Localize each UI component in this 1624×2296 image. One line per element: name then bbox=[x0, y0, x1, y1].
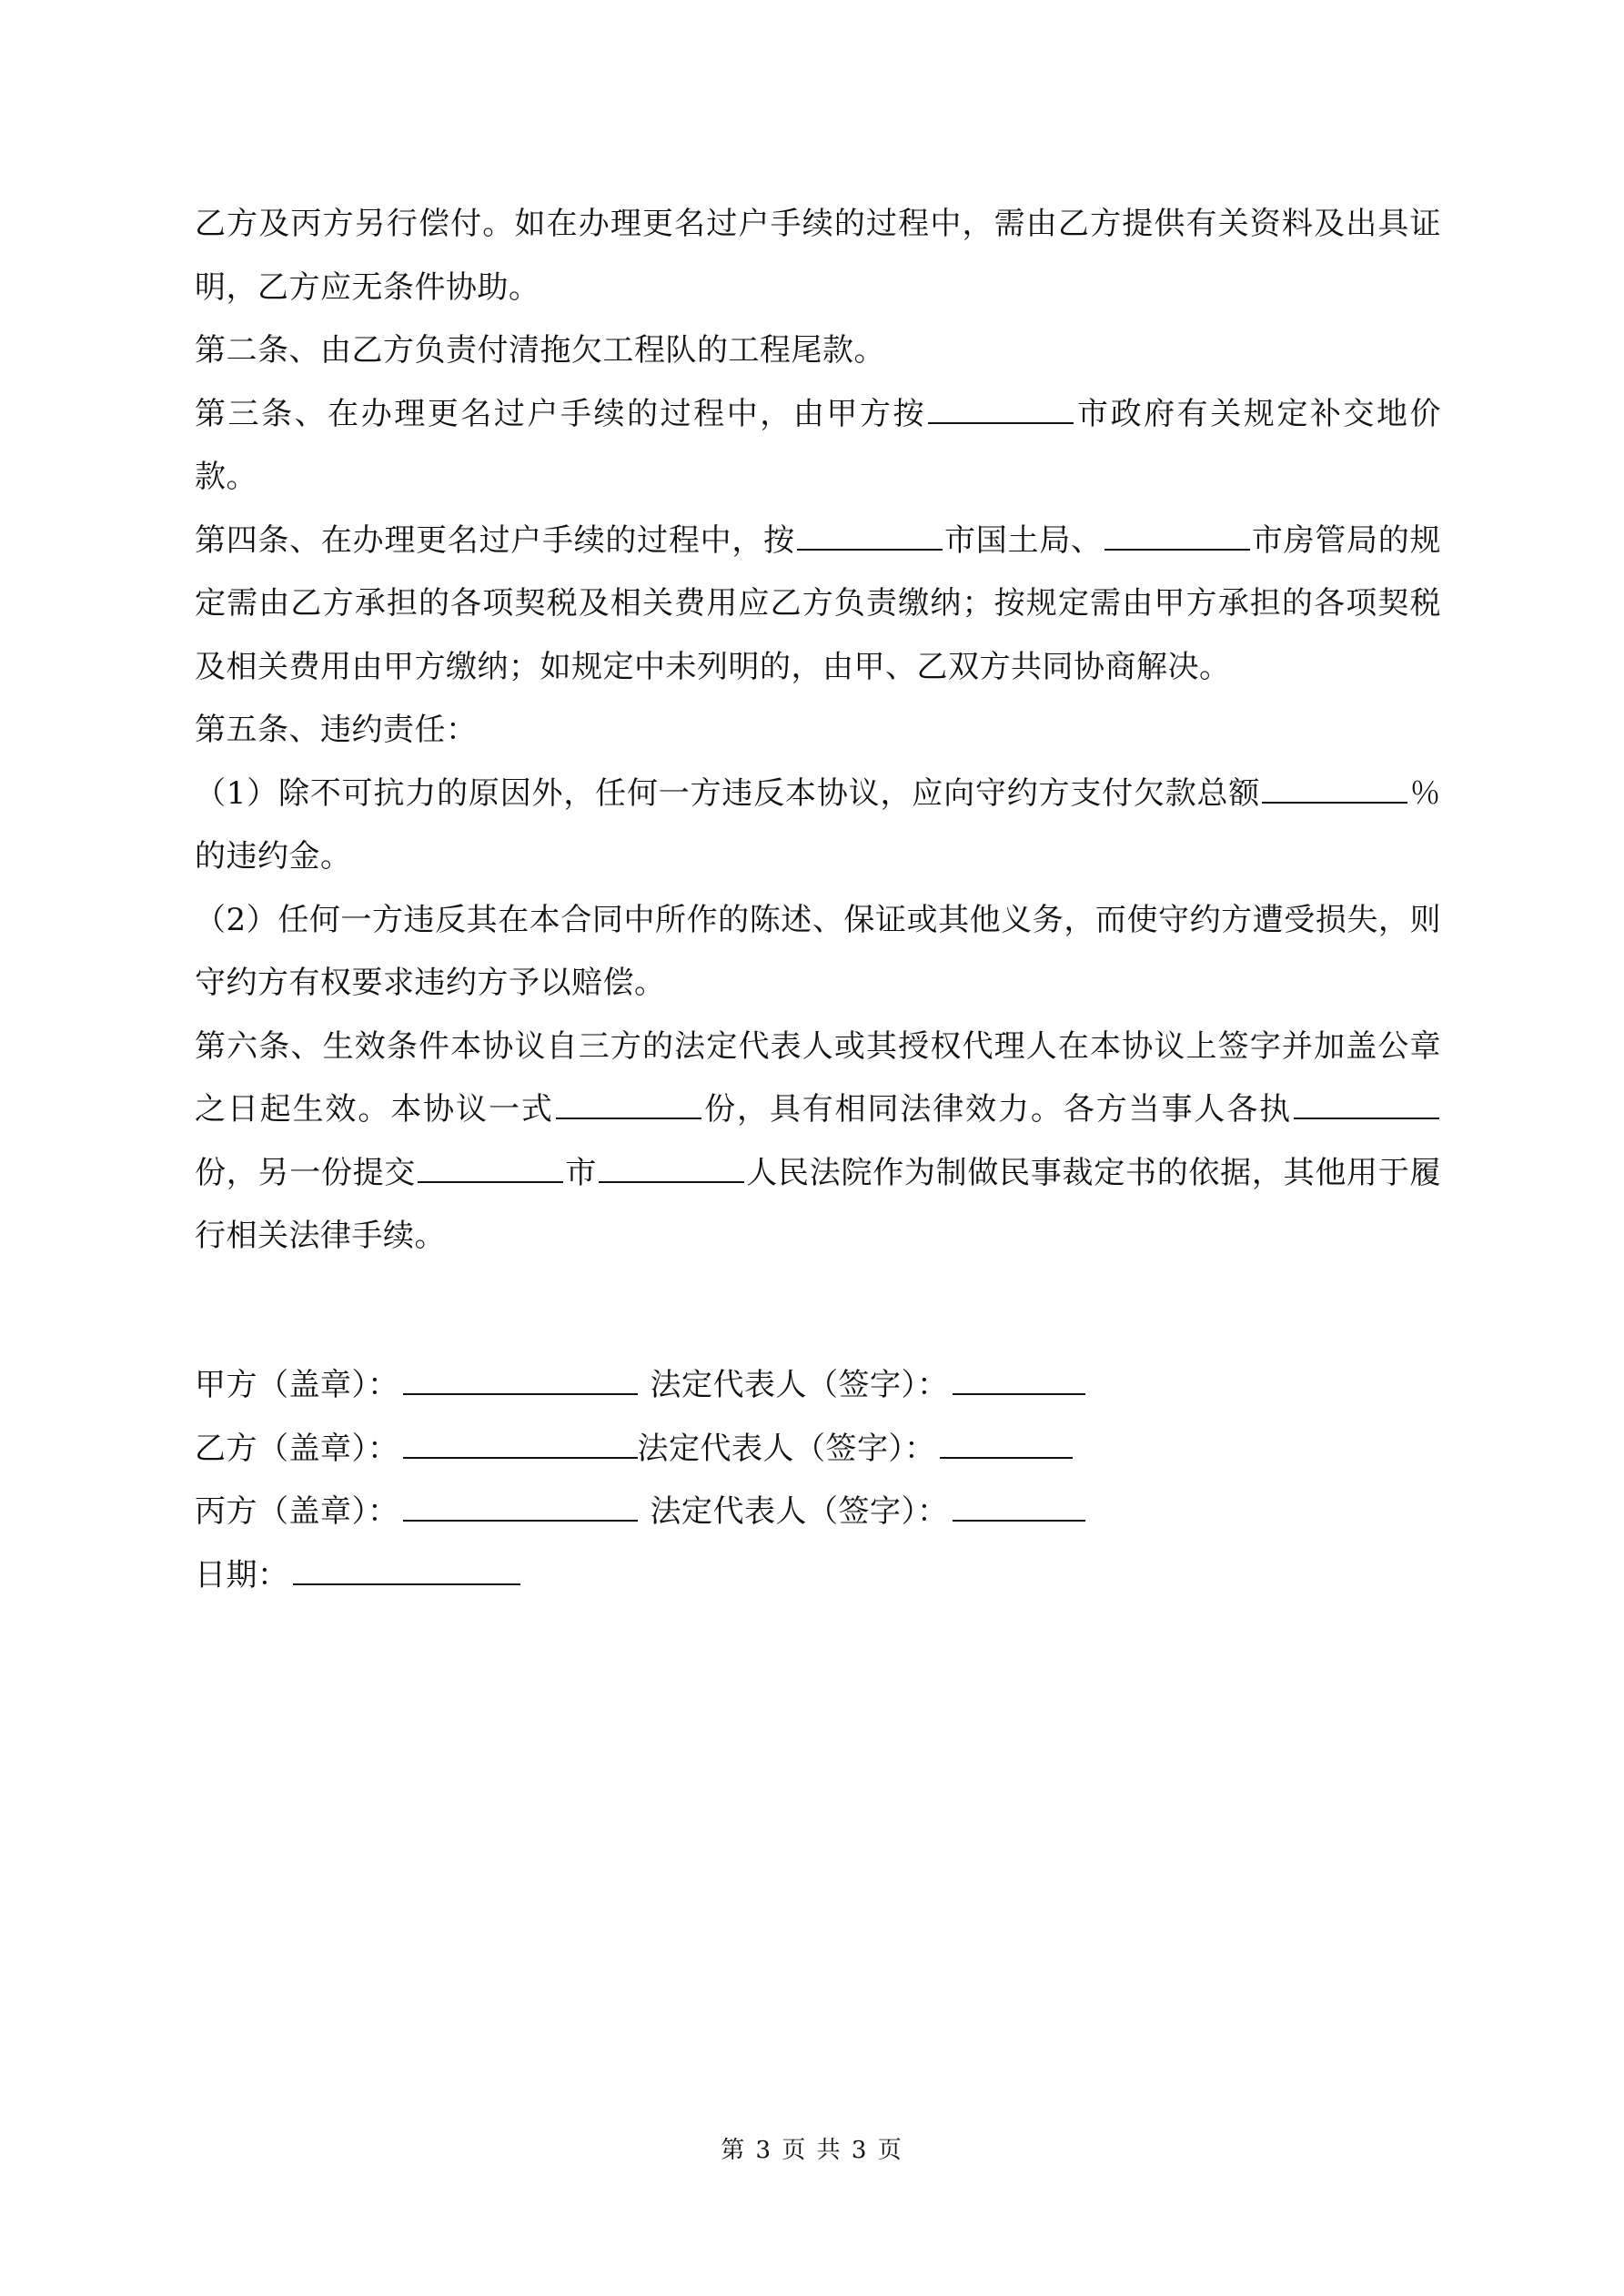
party-a-signature-line[interactable] bbox=[953, 1366, 1085, 1395]
document-body bbox=[195, 193, 1441, 1269]
article-5 bbox=[195, 699, 1441, 763]
page-number: 第 3 页 共 3 页 bbox=[721, 2137, 903, 2164]
paragraph-text: 市 bbox=[565, 1154, 598, 1191]
blank-line[interactable] bbox=[797, 521, 943, 551]
blank-line[interactable] bbox=[599, 1154, 744, 1183]
paragraph-text: （2）任何一方违反其在本合同中所作的陈述、保证或其他义务，而使守约方遭受损失，则守约方有权要求违约方予以赔偿。 bbox=[195, 901, 1441, 1001]
blank-line[interactable] bbox=[1294, 1090, 1439, 1119]
paragraph-continuation bbox=[195, 193, 1441, 319]
party-b-label: 乙方（盖章）： bbox=[195, 1430, 399, 1467]
party-c-signature-line[interactable] bbox=[953, 1492, 1085, 1522]
paragraph-text: 份，另一份提交 bbox=[195, 1154, 417, 1191]
party-b-signature-line[interactable] bbox=[940, 1430, 1073, 1459]
paragraph-text: 市政府有关规定补交地价款。 bbox=[195, 395, 1441, 495]
date-label: 日期： bbox=[195, 1556, 289, 1593]
party-c-label: 丙方（盖章）： bbox=[195, 1493, 399, 1530]
article-5-clause-2 bbox=[195, 889, 1441, 1016]
article-4 bbox=[195, 510, 1441, 700]
party-a-seal-line[interactable] bbox=[403, 1366, 638, 1395]
page-footer bbox=[0, 2131, 1624, 2165]
blank-line[interactable] bbox=[1262, 774, 1407, 804]
representative-label: 法定代表人（签字）： bbox=[650, 1493, 949, 1530]
paragraph-text: 第四条、在办理更名过户手续的过程中，按 bbox=[195, 521, 795, 559]
paragraph-text: 份，具有相同法律效力。各方当事人各执 bbox=[702, 1091, 1293, 1128]
paragraph-text: 第五条、违约责任： bbox=[195, 712, 478, 748]
article-2 bbox=[195, 319, 1441, 383]
party-b-seal-line[interactable] bbox=[403, 1430, 638, 1459]
paragraph-text: 市房管局的规定需由乙方承担的各项契税及相关费用应乙方负责缴纳；按规定需由甲方承担的各项契税及相关费用由甲方缴纳；如规定中未列明的，由甲、乙双方共同协商解决。 bbox=[195, 521, 1442, 685]
paragraph-text: 第三条、在办理更名过户手续的过程中，由甲方按 bbox=[195, 395, 926, 432]
representative-label: 法定代表人（签字）： bbox=[637, 1430, 936, 1467]
paragraph-text: 乙方及丙方另行偿付。如在办理更名过户手续的过程中，需由乙方提供有关资料及出具证明，乙方应无条件协助。 bbox=[195, 206, 1441, 306]
representative-label: 法定代表人（签字）： bbox=[650, 1367, 949, 1403]
blank-line[interactable] bbox=[928, 395, 1074, 424]
paragraph-text: ％的违约金。 bbox=[195, 774, 1441, 875]
party-a-label: 甲方（盖章）： bbox=[195, 1367, 399, 1403]
blank-line[interactable] bbox=[556, 1090, 701, 1119]
paragraph-text: 第六条、生效条件本协议自三方的法定代表人或其授权代理人在本协议上签字并加盖公章之日起生效。本协议一式 bbox=[195, 1027, 1441, 1128]
paragraph-text: （1）除不可抗力的原因外，任何一方违反本协议，应向守约方支付欠款总额 bbox=[195, 774, 1261, 812]
blank-line[interactable] bbox=[1105, 521, 1250, 551]
paragraph-text: 人民法院作为制做民事裁定书的依据，其他用于履行相关法律手续。 bbox=[195, 1154, 1442, 1254]
date-line[interactable] bbox=[293, 1556, 520, 1585]
blank-line[interactable] bbox=[418, 1154, 563, 1183]
signature-row-date bbox=[195, 1544, 1441, 1608]
article-6 bbox=[195, 1016, 1441, 1269]
article-3 bbox=[195, 383, 1441, 510]
signature-block bbox=[195, 1354, 1441, 1607]
article-5-clause-1 bbox=[195, 763, 1441, 889]
signature-row-party-b bbox=[195, 1418, 1441, 1482]
paragraph-text: 第二条、由乙方负责付清拖欠工程队的工程尾款。 bbox=[195, 332, 885, 369]
paragraph-text: 市国土局、 bbox=[943, 521, 1103, 559]
party-c-seal-line[interactable] bbox=[403, 1492, 638, 1522]
signature-row-party-c bbox=[195, 1481, 1441, 1544]
signature-row-party-a bbox=[195, 1354, 1441, 1418]
